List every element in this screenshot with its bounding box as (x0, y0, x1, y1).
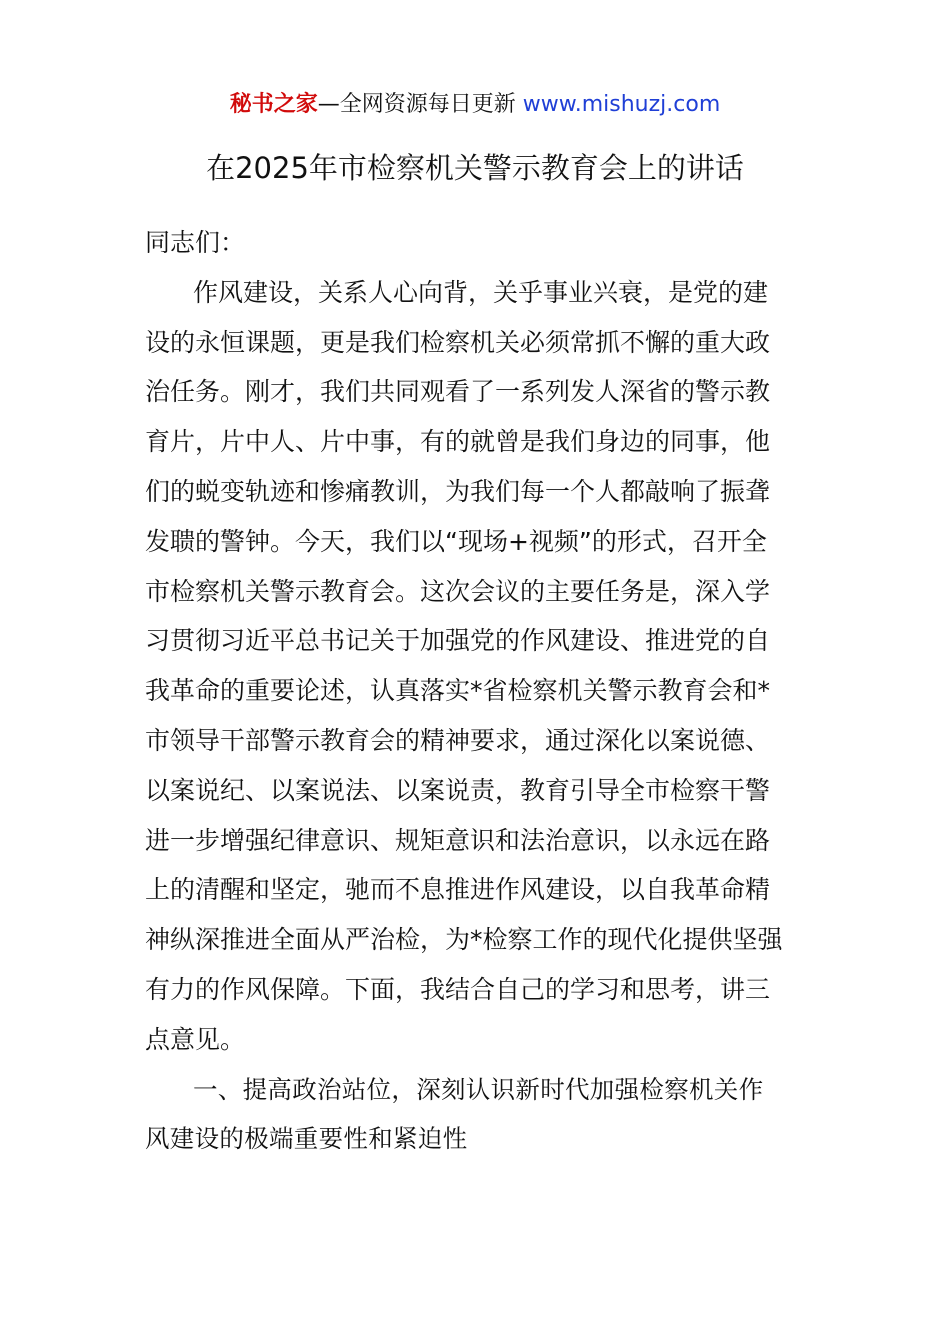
paragraph-line: 进一步增强纪律意识、规矩意识和法治意识，以永远在路 (145, 825, 771, 855)
paragraph-line: 上的清醒和坚定，驰而不息推进作风建设，以自我革命精 (145, 875, 771, 905)
document-body (145, 218, 810, 1164)
site-header (0, 88, 950, 122)
paragraph-line: 治任务。刚才，我们共同观看了一系列发人深省的警示教 (145, 377, 771, 407)
paragraph-line: 神纵深推进全面从严治检，为*检察工作的现代化提供坚强 (145, 925, 783, 955)
intro-paragraph (145, 268, 810, 1065)
paragraph-line: 点意见。 (145, 1024, 246, 1054)
section-heading (145, 1065, 810, 1165)
section-heading-line: 一、提高政治站位，深刻认识新时代加强检察机关作 (193, 1074, 764, 1104)
salutation: 同志们： (145, 228, 246, 257)
paragraph-line: 们的蜕变轨迹和惨痛教训，为我们每一个人都敲响了振聋 (145, 476, 771, 506)
document-title: 在2025年市检察机关警示教育会上的讲话 (206, 151, 744, 185)
paragraph-line: 发聩的警钟。今天，我们以“现场+视频”的形式，召开全 (145, 526, 767, 556)
paragraph-line: 育片，片中人、片中事，有的就曾是我们身边的同事，他 (145, 427, 771, 457)
site-url-link[interactable]: www.mishuzj.com (522, 92, 721, 117)
paragraph-line: 市检察机关警示教育会。这次会议的主要任务是，深入学 (145, 576, 771, 606)
paragraph-line: 设的永恒课题，更是我们检察机关必须常抓不懈的重大政 (145, 327, 771, 357)
site-name: 秘书之家 (229, 92, 318, 117)
paragraph-line: 以案说纪、以案说法、以案说责，教育引导全市检察干警 (145, 775, 771, 805)
section-heading-line: 风建设的极端重要性和紧迫性 (145, 1124, 468, 1154)
paragraph-line: 习贯彻习近平总书记关于加强党的作风建设、推进党的自 (145, 626, 771, 656)
site-tagline: —全网资源每日更新 (317, 92, 523, 117)
paragraph-line: 我革命的重要论述，认真落实*省检察机关警示教育会和* (145, 676, 771, 706)
paragraph-line: 有力的作风保障。下面，我结合自己的学习和思考，讲三 (145, 974, 771, 1004)
paragraph-line: 市领导干部警示教育会的精神要求，通过深化以案说德、 (145, 725, 771, 755)
paragraph-line: 作风建设，关系人心向背，关乎事业兴衰，是党的建 (193, 277, 769, 307)
